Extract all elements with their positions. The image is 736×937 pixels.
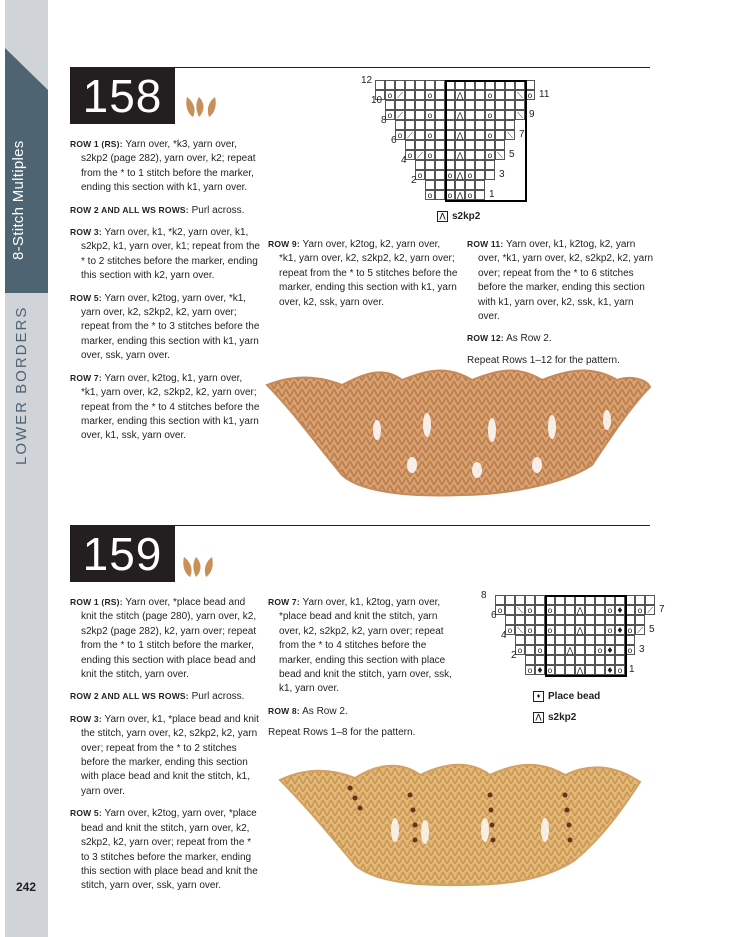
instruction-paragraph [70,225,262,284]
chart-cell [525,635,535,645]
page-number: 242 [16,880,37,894]
row-text: Repeat Rows 1–8 for the pattern. [268,727,416,739]
chart-cell: ⟋ [395,90,405,100]
chart-cell: ⋀ [456,111,464,120]
row-label: ROW 9: [268,239,300,249]
chart-cell: o [525,90,535,100]
chart-cell: o [465,190,475,200]
legend-158-s2kp2 [437,211,480,222]
chart-cell: o [385,110,395,120]
chart-cell: ⟋ [415,150,425,160]
chart-cell: o [545,605,555,615]
pattern158-middle-column [268,237,460,317]
chart-cell [535,635,545,645]
chart-row-label: 8 [381,115,387,126]
pattern159-middle-column [268,595,458,748]
chart-cell: o [485,110,495,120]
chart-cell [385,80,395,90]
chart-cell [415,100,425,110]
chart-cell [395,120,405,130]
chart-cell: o [425,150,435,160]
s2kp2-icon: ⋀ [533,712,544,723]
instruction-paragraph [268,726,458,740]
chart-cell: o [535,645,545,655]
row-text: Yarn over, k2tog, k2, yarn over, *k1, yarn over, k2, s2kp2, k2, yarn over; repeat from the * to 5 stitches before the marker, ending this section with k1, yarn over, k2, ssk, yarn over. [279,239,458,308]
chart-cell: o [495,605,505,615]
pattern158-left-column [70,137,262,451]
chart-cell [525,595,535,605]
swatch-photo-159 [275,760,645,890]
chart-row-label: 3 [499,169,505,180]
chart-row-label: 12 [361,75,373,86]
chart-cell: o [525,665,535,675]
section-title: 8-Stitch Multiples [10,140,27,260]
chart-cell: o [395,130,405,140]
chart-cell: ♦ [606,666,614,675]
s2kp2-icon: ⋀ [437,211,448,222]
chart-cell [375,80,385,90]
chart-cell: o [605,625,615,635]
chart-cell [645,595,655,605]
chart-cell [515,635,525,645]
chart-row-label: 4 [401,155,407,166]
chart-row-label: 5 [509,149,515,160]
chart-cell [435,110,445,120]
chart-cell [435,120,445,130]
chart-cell [415,120,425,130]
chart-cell: ♦ [616,606,624,615]
chart-row-label: 8 [481,590,487,601]
chart-row-label: 11 [539,89,550,100]
chart-cell [415,130,425,140]
instruction-paragraph [70,712,262,799]
chart-cell: ⋀ [456,131,464,140]
row-text: Yarn over, *place bead and knit the stitch (page 280), yarn over, k2, s2kp2 (page 282), k2, yarn over; repeat from the * to 1 stitch before the marker, ending this section with place bead and knit the stitch, yarn over. [81,597,257,681]
leaf-icon [180,555,216,581]
chart-cell: ⋀ [576,666,584,675]
chart-cell: o [385,90,395,100]
instruction-paragraph [70,689,262,704]
chart-cell: ⟍ [495,150,505,160]
chart-row-label: 3 [639,644,645,655]
chapter-title: LOWER BORDERS [13,305,30,465]
row-text: Yarn over, *k3, yarn over, s2kp2 (page 282), yarn over, k2; repeat from the * to 1 stitch before the marker, ending this section with k1, yarn over. [81,139,256,194]
chart-cell [435,80,445,90]
chart-cell [425,180,435,190]
chart-row-label: 5 [649,624,655,635]
chart-cell: o [525,605,535,615]
chart-cell: o [505,625,515,635]
chart-cell: ⋀ [456,171,464,180]
row-text: As Row 2. [506,333,552,345]
chart-row-label: 2 [511,650,517,661]
pattern159-left-column [70,595,262,901]
chart-cell [525,655,535,665]
row-text: Yarn over, k1, k2tog, k2, yarn over, *k1, yarn over, k2, s2kp2, k2, yarn over; repeat from the * to 6 stitches before the marker, ending this section with k1, yarn over, k2, ssk, k1, yarn over. [478,239,654,323]
row-text: Purl across. [191,691,245,703]
chart-cell [635,595,645,605]
chart-cell [425,160,435,170]
chart-cell: ♦ [606,646,614,655]
chart-cell: o [415,170,425,180]
chart-cell: o [465,170,475,180]
chart-cell [405,90,415,100]
chart-cell: ♦ [536,666,544,675]
chart-cell [425,120,435,130]
row-label: ROW 11: [467,239,504,249]
chart-cell: o [625,645,635,655]
row-label: ROW 8: [268,705,300,716]
chart-cell: o [525,625,535,635]
chart-cell [415,140,425,150]
chart-cell: o [625,625,635,635]
chart-cell [435,160,445,170]
chart-cell: o [405,150,415,160]
chart-cell [525,615,535,625]
chart-cell [535,605,545,615]
chart-cell [405,80,415,90]
chart-cell [435,150,445,160]
chart-cell: ⟋ [395,110,405,120]
chart-cell [435,140,445,150]
chart-cell: ⟋ [645,605,655,615]
chart-row-label: 1 [489,189,495,200]
chart-cell [535,595,545,605]
instruction-paragraph [268,237,460,310]
row-text: Yarn over, k1, *place bead and knit the stitch, yarn over, k2, s2kp2, k2, yarn over; repeat from the * to 2 stitches before the marker, ending this section with place bead and knit the stitch, k1, yarn over. [81,713,259,797]
chart-cell: ⋀ [576,626,584,635]
chart-cell [635,615,645,625]
chart-cell: o [425,130,435,140]
row-text: Repeat Rows 1–12 for the pattern. [467,354,620,366]
chart-cell [415,90,425,100]
chart-cell: o [425,110,435,120]
chart-cell: o [485,130,495,140]
chart-cell: ⟍ [515,110,525,120]
chart-cell [535,615,545,625]
pattern-number-159: 159 [70,526,175,582]
chart-159 [465,590,665,675]
chart-cell [425,80,435,90]
chart-cell [535,655,545,665]
row-label: ROW 7: [268,597,300,607]
chart-cell: o [615,665,625,675]
row-text: Yarn over, k2tog, k1, yarn over, *k1, yarn over, k2, s2kp2, k2, yarn over; repeat from the * to 4 stitches before the marker, ending this section with k1, yarn over, k1, ssk, yarn over. [81,372,260,442]
row-label: ROW 3: [70,227,102,238]
pattern-number-158: 158 [70,68,175,124]
instruction-paragraph [268,595,458,697]
bead-icon: ♦ [533,691,544,702]
row-label: ROW 12: [467,333,504,344]
chart-cell [415,110,425,120]
pattern158-right-column [467,237,657,375]
chart-cell [405,120,415,130]
chart-row-label: 1 [629,664,635,675]
instruction-paragraph [70,291,262,364]
chart-cell [435,90,445,100]
chart-cell [405,140,415,150]
chart-row-label: 6 [391,135,397,146]
instruction-paragraph [70,137,262,196]
instruction-paragraph [70,595,262,682]
row-text: Yarn over, k2tog, yarn over, *place bead and knit the stitch, yarn over, k2, s2kp2, k2, yarn over; repeat from the * to 3 stitches before the marker, ending this section with place bead and knit the stitch, yarn over, ssk, yarn over. [81,808,258,892]
chart-cell: o [515,645,525,655]
leaf-icon [183,95,219,121]
chart-row-label: 7 [519,129,525,140]
instruction-paragraph [467,237,657,324]
chart-cell: o [445,170,455,180]
swatch-photo-158 [262,365,652,500]
legend-label: s2kp2 [452,211,481,222]
legend-label: s2kp2 [548,712,577,723]
chart-cell: o [425,90,435,100]
chart-cell: ⟍ [515,605,525,615]
legend-159-bead [533,691,600,702]
chart-cell [425,100,435,110]
row-text: Yarn over, k1, k2tog, yarn over, *place bead and knit the stitch, yarn over, k2, s2kp2, k2, yarn over; repeat from the * to 4 stitches before the marker, ending this section with place bead and knit the stitch, yarn over, ssk, k1, yarn over. [279,597,452,695]
instruction-paragraph [70,203,262,218]
chart-cell: o [595,645,605,655]
chart-cell [435,180,445,190]
chart-cell [385,100,395,110]
chart-cell: o [545,665,555,675]
instruction-paragraph [268,704,458,719]
chart-cell: o [485,90,495,100]
chart-cell: ♦ [616,626,624,635]
chart-158 [345,75,585,210]
chart-row-label: 2 [411,175,417,186]
chart-cell: ⋀ [456,191,464,200]
chart-cell: o [635,605,645,615]
row-text: As Row 2. [302,705,348,717]
row-label: ROW 1 (RS): [70,597,123,607]
chart-row-label: 4 [501,630,507,641]
chart-cell: ⋀ [566,646,574,655]
chart-cell: ⟍ [515,90,525,100]
repeat-box [445,80,527,202]
legend-159-s2kp2 [533,712,576,723]
chart-cell: ⋀ [576,606,584,615]
chart-cell: ⟍ [515,625,525,635]
repeat-box [545,595,627,677]
chart-cell [505,605,515,615]
chart-cell: o [545,625,555,635]
row-label: ROW 2 AND ALL WS ROWS: [70,691,189,702]
chart-cell [435,130,445,140]
chart-cell [435,100,445,110]
instruction-paragraph [70,806,262,893]
instruction-paragraph [70,371,262,444]
chart-cell [425,170,435,180]
chart-cell: ⟋ [405,130,415,140]
chart-cell [435,190,445,200]
row-text: Yarn over, k1, *k2, yarn over, k1, s2kp2, k1, yarn over, k1; repeat from the * to 2 stitches before the marker, ending this section with k2, yarn over. [81,227,260,282]
chart-row-label: 6 [491,610,497,621]
chart-cell: ⟍ [505,130,515,140]
sidebar [0,0,50,937]
chart-cell [525,645,535,655]
chart-cell [515,595,525,605]
chart-cell [515,615,525,625]
row-label: ROW 1 (RS): [70,139,123,149]
chart-cell [535,625,545,635]
chart-cell [495,595,505,605]
chart-cell [425,140,435,150]
chart-cell [415,160,425,170]
chart-cell [395,80,405,90]
row-text: Yarn over, k2tog, yarn over, *k1, yarn over, k2, s2kp2, k2, yarn over; repeat from the * to 3 stitches before the marker, ending this section with k1, yarn over, ssk, yarn over. [81,292,260,362]
chart-cell: ⋀ [456,91,464,100]
chart-cell: ⋀ [456,151,464,160]
chart-cell [505,595,515,605]
chart-cell [435,170,445,180]
row-label: ROW 5: [70,808,102,819]
row-label: ROW 3: [70,713,102,724]
row-label: ROW 5: [70,292,102,303]
row-label: ROW 7: [70,372,102,383]
chart-cell [405,100,415,110]
chart-cell: o [425,190,435,200]
row-label: ROW 2 AND ALL WS ROWS: [70,204,189,215]
legend-label: Place bead [548,691,601,702]
chart-cell: o [445,190,455,200]
chart-cell [395,100,405,110]
chart-cell [505,615,515,625]
chart-cell: o [485,150,495,160]
chart-row-label: 7 [659,604,665,615]
chart-cell [405,110,415,120]
chart-row-label: 9 [529,109,535,120]
row-text: Purl across. [191,204,245,216]
chart-cell [415,80,425,90]
chart-row-label: 10 [371,95,383,106]
instruction-paragraph [467,331,657,346]
chart-cell: ⟋ [635,625,645,635]
chart-cell: o [605,605,615,615]
